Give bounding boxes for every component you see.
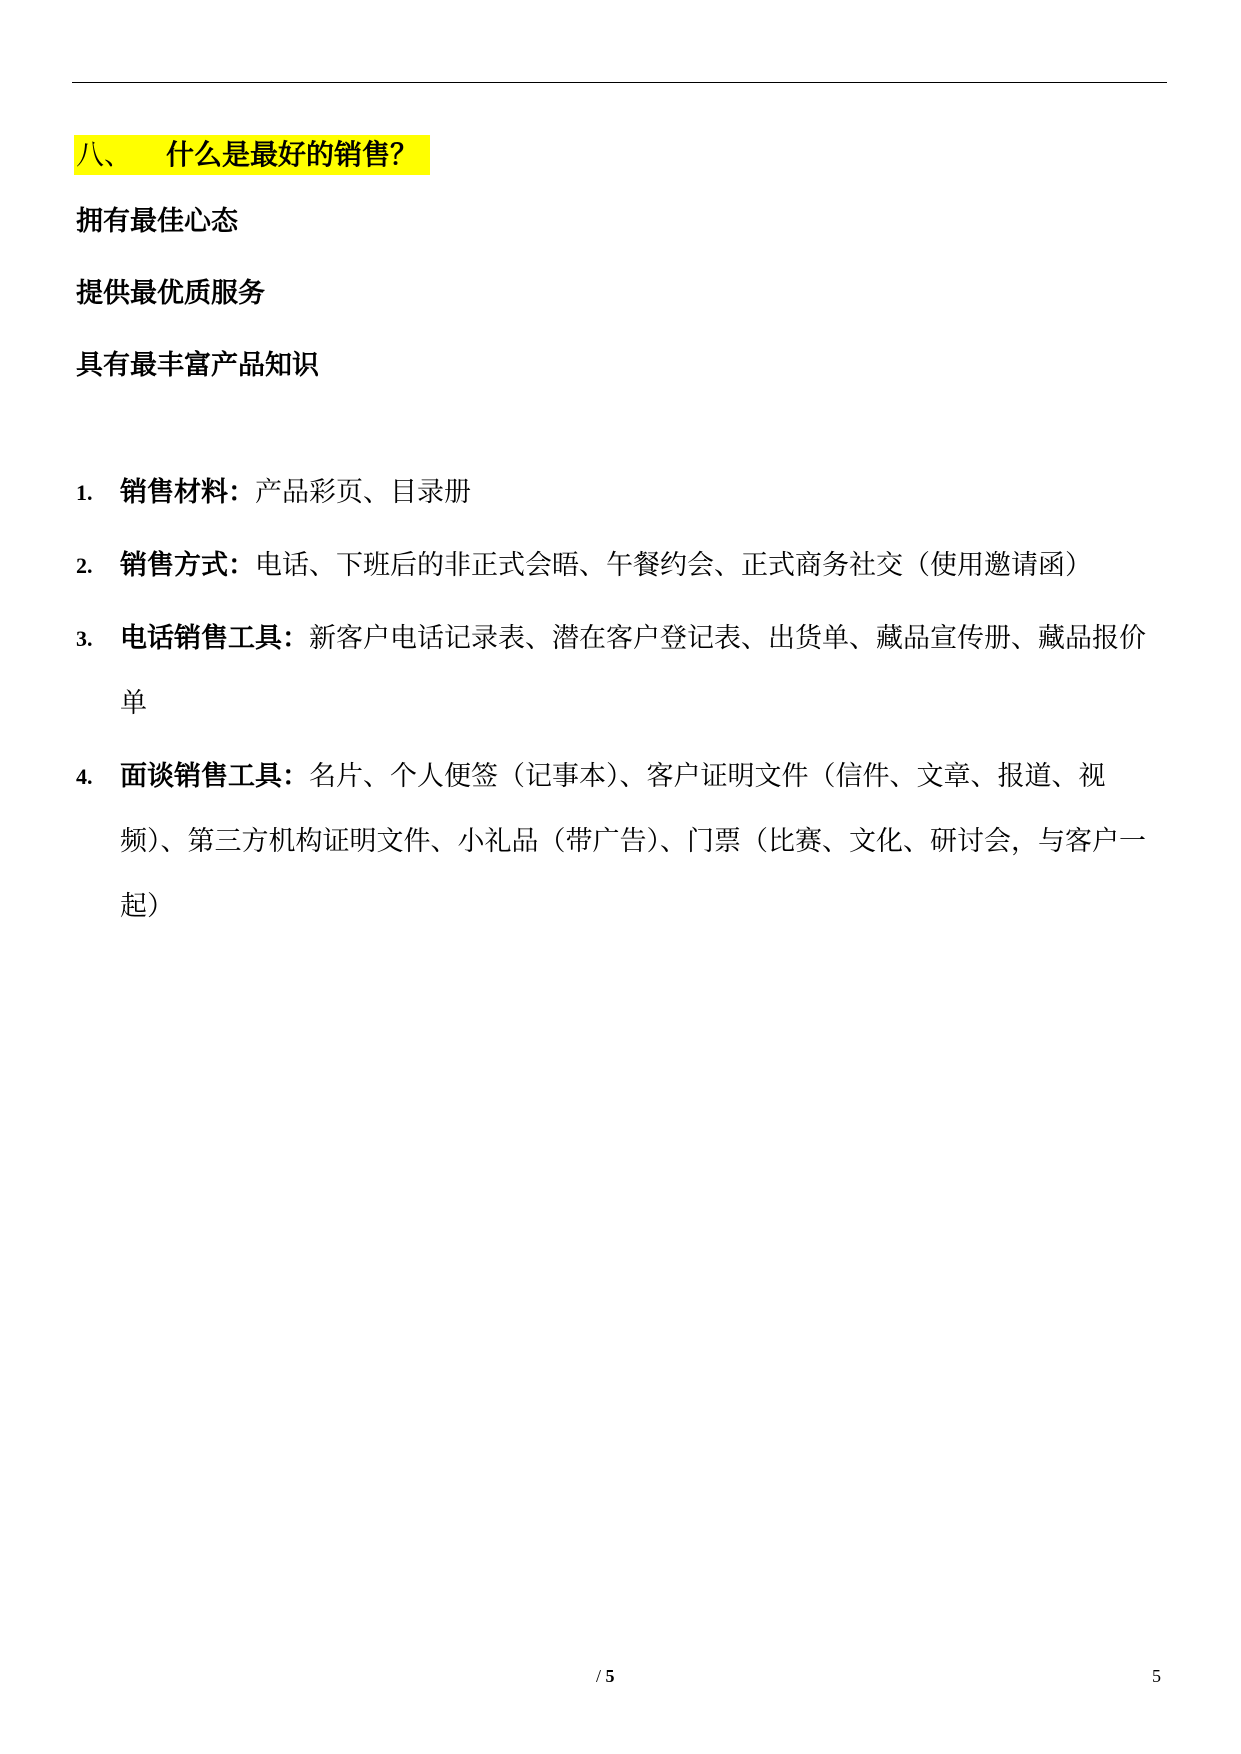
section-number: 八、 xyxy=(76,138,133,171)
list-item-lead: 销售方式： xyxy=(120,550,255,581)
header-rule xyxy=(72,82,1167,83)
list-item xyxy=(76,460,1166,525)
list-marker: 2. xyxy=(76,553,93,578)
list-item-text: 电话、下班后的非正式会晤、午餐约会、正式商务社交（使用邀请函） xyxy=(255,550,1092,581)
sales-tools-list xyxy=(76,460,1166,939)
footer-page-separator: / xyxy=(596,1666,602,1686)
list-marker: 3. xyxy=(76,626,93,651)
list-item-text: 名片、个人便签（记事本）、客户证明文件（信件、文章、报道、视频）、第三方机构证明文件、小礼品（带广告）、门票（比赛、文化、研讨会，与客户一起） xyxy=(120,761,1146,922)
list-marker: 1. xyxy=(76,480,93,505)
statement-1: 拥有最佳心态 xyxy=(76,206,238,237)
list-item xyxy=(76,744,1166,939)
statement-2: 提供最优质服务 xyxy=(76,278,265,309)
footer-page-total: 5 xyxy=(605,1666,615,1686)
list-marker: 4. xyxy=(76,764,93,789)
footer-page-number: 5 xyxy=(1152,1666,1161,1686)
list-item-text: 新客户电话记录表、潜在客户登记表、出货单、藏品宣传册、藏品报价单 xyxy=(120,623,1146,719)
list-item-lead: 销售材料： xyxy=(120,477,255,508)
section-heading xyxy=(74,135,430,175)
list-item-lead: 电话销售工具： xyxy=(120,623,309,654)
list-item xyxy=(76,533,1166,598)
footer-page-indicator xyxy=(596,1666,615,1687)
section-title: 什么是最好的销售？ xyxy=(166,138,419,171)
list-item xyxy=(76,606,1166,736)
list-item-lead: 面谈销售工具： xyxy=(120,761,309,792)
list-item-text: 产品彩页、目录册 xyxy=(255,477,471,508)
statement-3: 具有最丰富产品知识 xyxy=(76,350,319,381)
